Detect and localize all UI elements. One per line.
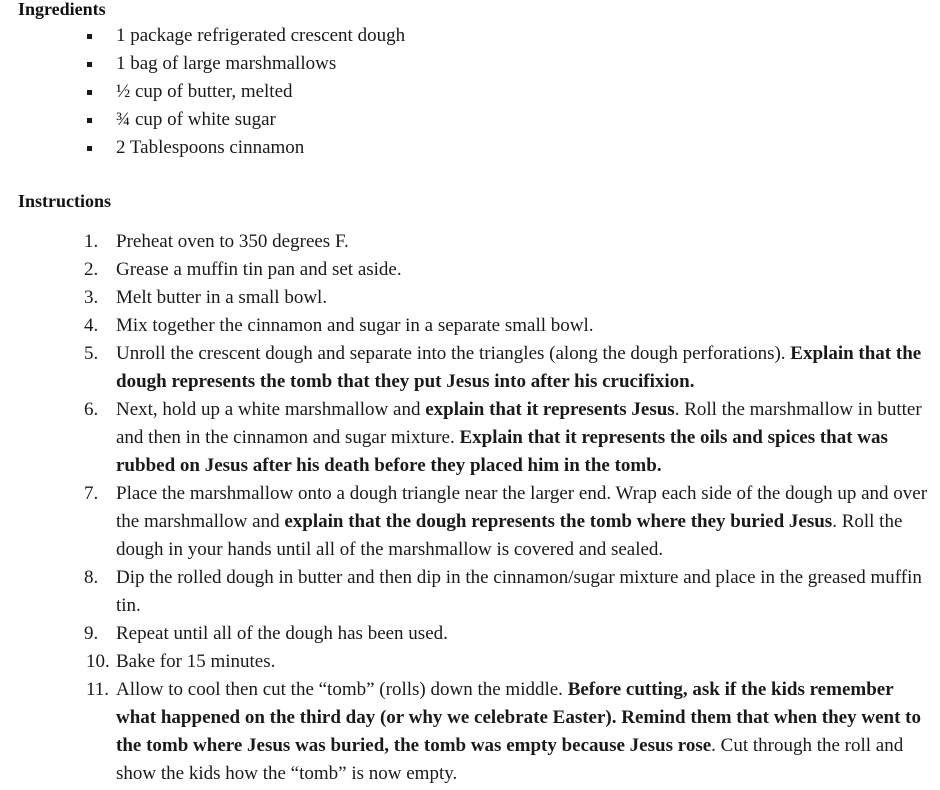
step-plain-text: Mix together the cinnamon and sugar in a separate small bowl. — [116, 315, 594, 336]
instruction-step — [0, 480, 940, 564]
step-emphasis-text: Before cutting, ask if the kids remember what happened on the third day (or why we celebrate Easter). Remind them that when they went to the tomb where Jesus was buried, the tomb was empty because Jesus rose — [116, 679, 921, 756]
instruction-step — [0, 676, 940, 788]
instruction-step — [0, 256, 940, 284]
square-bullet-icon — [87, 146, 92, 151]
ingredients-list — [0, 22, 405, 162]
step-plain-text: Repeat until all of the dough has been used. — [116, 623, 448, 644]
instruction-step — [0, 620, 940, 648]
ingredient-item — [0, 22, 405, 50]
instruction-step — [0, 284, 940, 312]
ingredient-text: ¾ cup of white sugar — [116, 109, 276, 130]
square-bullet-icon — [87, 34, 92, 39]
step-text — [116, 231, 349, 252]
step-emphasis-text: Explain that the dough represents the tomb that they put Jesus into after his crucifixion. — [116, 343, 922, 392]
step-text — [116, 651, 275, 672]
step-number: 2. — [84, 259, 99, 280]
step-emphasis-text: explain that it represents Jesus — [425, 399, 675, 420]
step-number: 9. — [84, 623, 99, 644]
ingredient-item — [0, 134, 405, 162]
ingredient-item — [0, 50, 405, 78]
step-plain-text: . Roll the marshmallow in butter and then in the cinnamon and sugar mixture. — [116, 399, 922, 448]
step-number: 11. — [86, 679, 110, 700]
step-text — [116, 679, 921, 784]
instruction-step — [0, 312, 940, 340]
instruction-step — [0, 340, 940, 396]
instruction-step — [0, 396, 940, 480]
step-emphasis-text: explain that the dough represents the tomb where they buried Jesus — [284, 511, 833, 532]
step-plain-text: Next, hold up a white marshmallow and — [116, 399, 426, 420]
step-plain-text: Place the marshmallow onto a dough triangle near the larger end. Wrap each side of the dough up and over the marshmallow and — [116, 483, 928, 532]
step-text — [116, 483, 927, 560]
ingredient-item — [0, 78, 405, 106]
ingredient-item — [0, 106, 405, 134]
ingredients-heading: Ingredients — [18, 0, 106, 19]
step-plain-text: Bake for 15 minutes. — [116, 651, 276, 672]
step-number: 1. — [84, 231, 99, 252]
step-number: 3. — [84, 287, 99, 308]
instruction-step — [0, 648, 940, 676]
step-number: 10. — [86, 651, 110, 672]
step-plain-text: Unroll the crescent dough and separate into the triangles (along the dough perforations). — [116, 343, 791, 364]
step-number: 5. — [84, 343, 99, 364]
ingredient-text: 1 bag of large marshmallows — [116, 53, 337, 74]
square-bullet-icon — [87, 62, 92, 67]
step-text — [116, 315, 594, 336]
step-text — [116, 399, 922, 476]
step-text — [116, 623, 448, 644]
step-text — [116, 343, 921, 392]
step-plain-text: . Cut through the roll and show the kids how the “tomb” is now empty. — [116, 735, 904, 784]
step-plain-text: Allow to cool then cut the “tomb” (rolls) down the middle. — [116, 679, 568, 700]
ingredient-text: 1 package refrigerated crescent dough — [116, 25, 406, 46]
step-plain-text: Melt butter in a small bowl. — [116, 287, 328, 308]
step-number: 8. — [84, 567, 99, 588]
step-number: 4. — [84, 315, 99, 336]
square-bullet-icon — [87, 118, 92, 123]
step-plain-text: Dip the rolled dough in butter and then dip in the cinnamon/sugar mixture and place in the greased muffin tin. — [116, 567, 922, 616]
step-text — [116, 567, 922, 616]
step-emphasis-text: Explain that it represents the oils and spices that was rubbed on Jesus after his death before they placed him in the tomb. — [116, 427, 888, 476]
step-number: 6. — [84, 399, 99, 420]
ingredient-text: ½ cup of butter, melted — [116, 81, 293, 102]
step-text — [116, 259, 402, 280]
step-plain-text: Grease a muffin tin pan and set aside. — [116, 259, 402, 280]
step-number: 7. — [84, 483, 99, 504]
step-plain-text: Preheat oven to 350 degrees F. — [116, 231, 349, 252]
instruction-step — [0, 564, 940, 620]
step-text — [116, 287, 327, 308]
instruction-step — [0, 228, 940, 256]
instructions-heading: Instructions — [18, 191, 112, 211]
instructions-list — [0, 228, 940, 788]
ingredient-text: 2 Tablespoons cinnamon — [116, 137, 305, 158]
step-plain-text: . Roll the dough in your hands until all of the marshmallow is covered and sealed. — [116, 511, 903, 560]
square-bullet-icon — [87, 90, 92, 95]
